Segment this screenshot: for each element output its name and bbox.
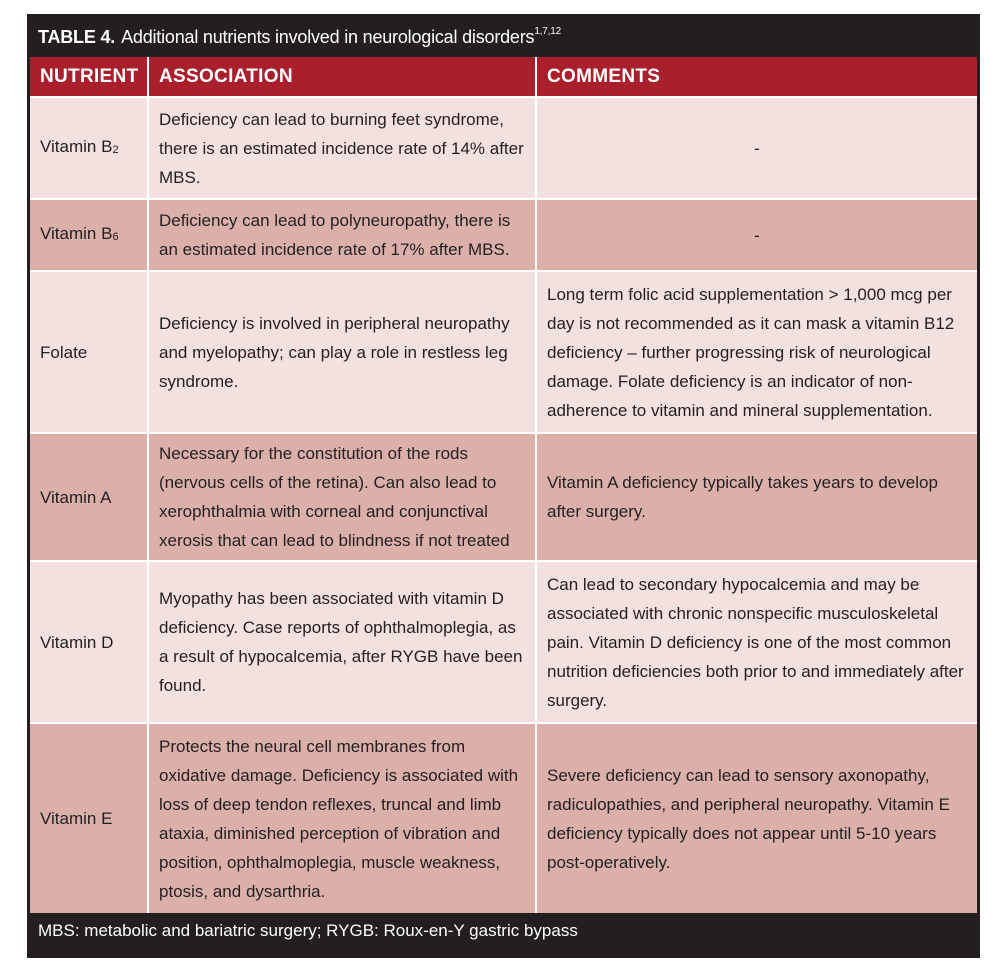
nutrients-table (30, 57, 977, 913)
table-row (30, 723, 977, 913)
table-row (30, 199, 977, 271)
nutrient-subscript: 2 (112, 144, 119, 156)
association-cell: Necessary for the constitution of the rods (nervous cells of the retina). Can also lead to xerophthalmia with corneal and conjunctival xerosis that can lead to blindness if not treated (148, 433, 536, 561)
comments-cell: - (536, 97, 977, 199)
comments-cell: - (536, 199, 977, 271)
column-header-association: ASSOCIATION (148, 57, 536, 97)
table-number: TABLE 4. (38, 26, 116, 47)
table-row (30, 271, 977, 433)
table-title (30, 17, 977, 57)
table-caption: Additional nutrients involved in neurological disorders (121, 26, 535, 47)
association-cell: Protects the neural cell membranes from oxidative damage. Deficiency is associated with loss of deep tendon reflexes, truncal and limb ataxia, diminished perception of vibration and position, ophthalmoplegia, muscle weakness, ptosis, and dysarthria. (148, 723, 536, 913)
column-header-comments: COMMENTS (536, 57, 977, 97)
reference-superscript: 1,7,12 (534, 25, 561, 37)
association-cell: Deficiency can lead to polyneuropathy, there is an estimated incidence rate of 17% after MBS. (148, 199, 536, 271)
comments-cell: Vitamin A deficiency typically takes years to develop after surgery. (536, 433, 977, 561)
nutrient-name: Vitamin B (40, 137, 113, 156)
association-cell: Myopathy has been associated with vitamin D deficiency. Case reports of ophthalmoplegia, as a result of hypocalcemia, after RYGB have been found. (148, 561, 536, 723)
nutrient-cell: Vitamin E (30, 723, 148, 913)
column-header-nutrient: NUTRIENT (30, 57, 148, 97)
table-footnote: MBS: metabolic and bariatric surgery; RYGB: Roux-en-Y gastric bypass (38, 920, 578, 940)
nutrient-cell: Vitamin D (30, 561, 148, 723)
comments-cell: Can lead to secondary hypocalcemia and may be associated with chronic nonspecific musculoskeletal pain. Vitamin D deficiency is one of the most common nutrition deficiencies both prior to and immediately after surgery. (536, 561, 977, 723)
comments-cell: Long term folic acid supplementation > 1,000 mcg per day is not recommended as it can mask a vitamin B12 deficiency – further progressing risk of neurological damage. Folate deficiency is an indicator of non-adherence to vitamin and mineral supplementation. (536, 271, 977, 433)
nutrient-subscript: 6 (112, 231, 119, 243)
association-cell: Deficiency can lead to burning feet syndrome, there is an estimated incidence rate of 14% after MBS. (148, 97, 536, 199)
nutrient-cell (30, 199, 148, 271)
nutrient-cell: Folate (30, 271, 148, 433)
association-cell: Deficiency is involved in peripheral neuropathy and myelopathy; can play a role in restless leg syndrome. (148, 271, 536, 433)
comments-cell: Severe deficiency can lead to sensory axonopathy, radiculopathies, and peripheral neuropathy. Vitamin E deficiency typically does not appear until 5-10 years post-operatively. (536, 723, 977, 913)
nutrient-cell: Vitamin A (30, 433, 148, 561)
nutrient-cell (30, 97, 148, 199)
header-row (30, 57, 977, 97)
table-row (30, 97, 977, 199)
nutrient-name: Vitamin B (40, 224, 113, 243)
table-row (30, 433, 977, 561)
table-frame (27, 14, 980, 958)
table-row (30, 561, 977, 723)
